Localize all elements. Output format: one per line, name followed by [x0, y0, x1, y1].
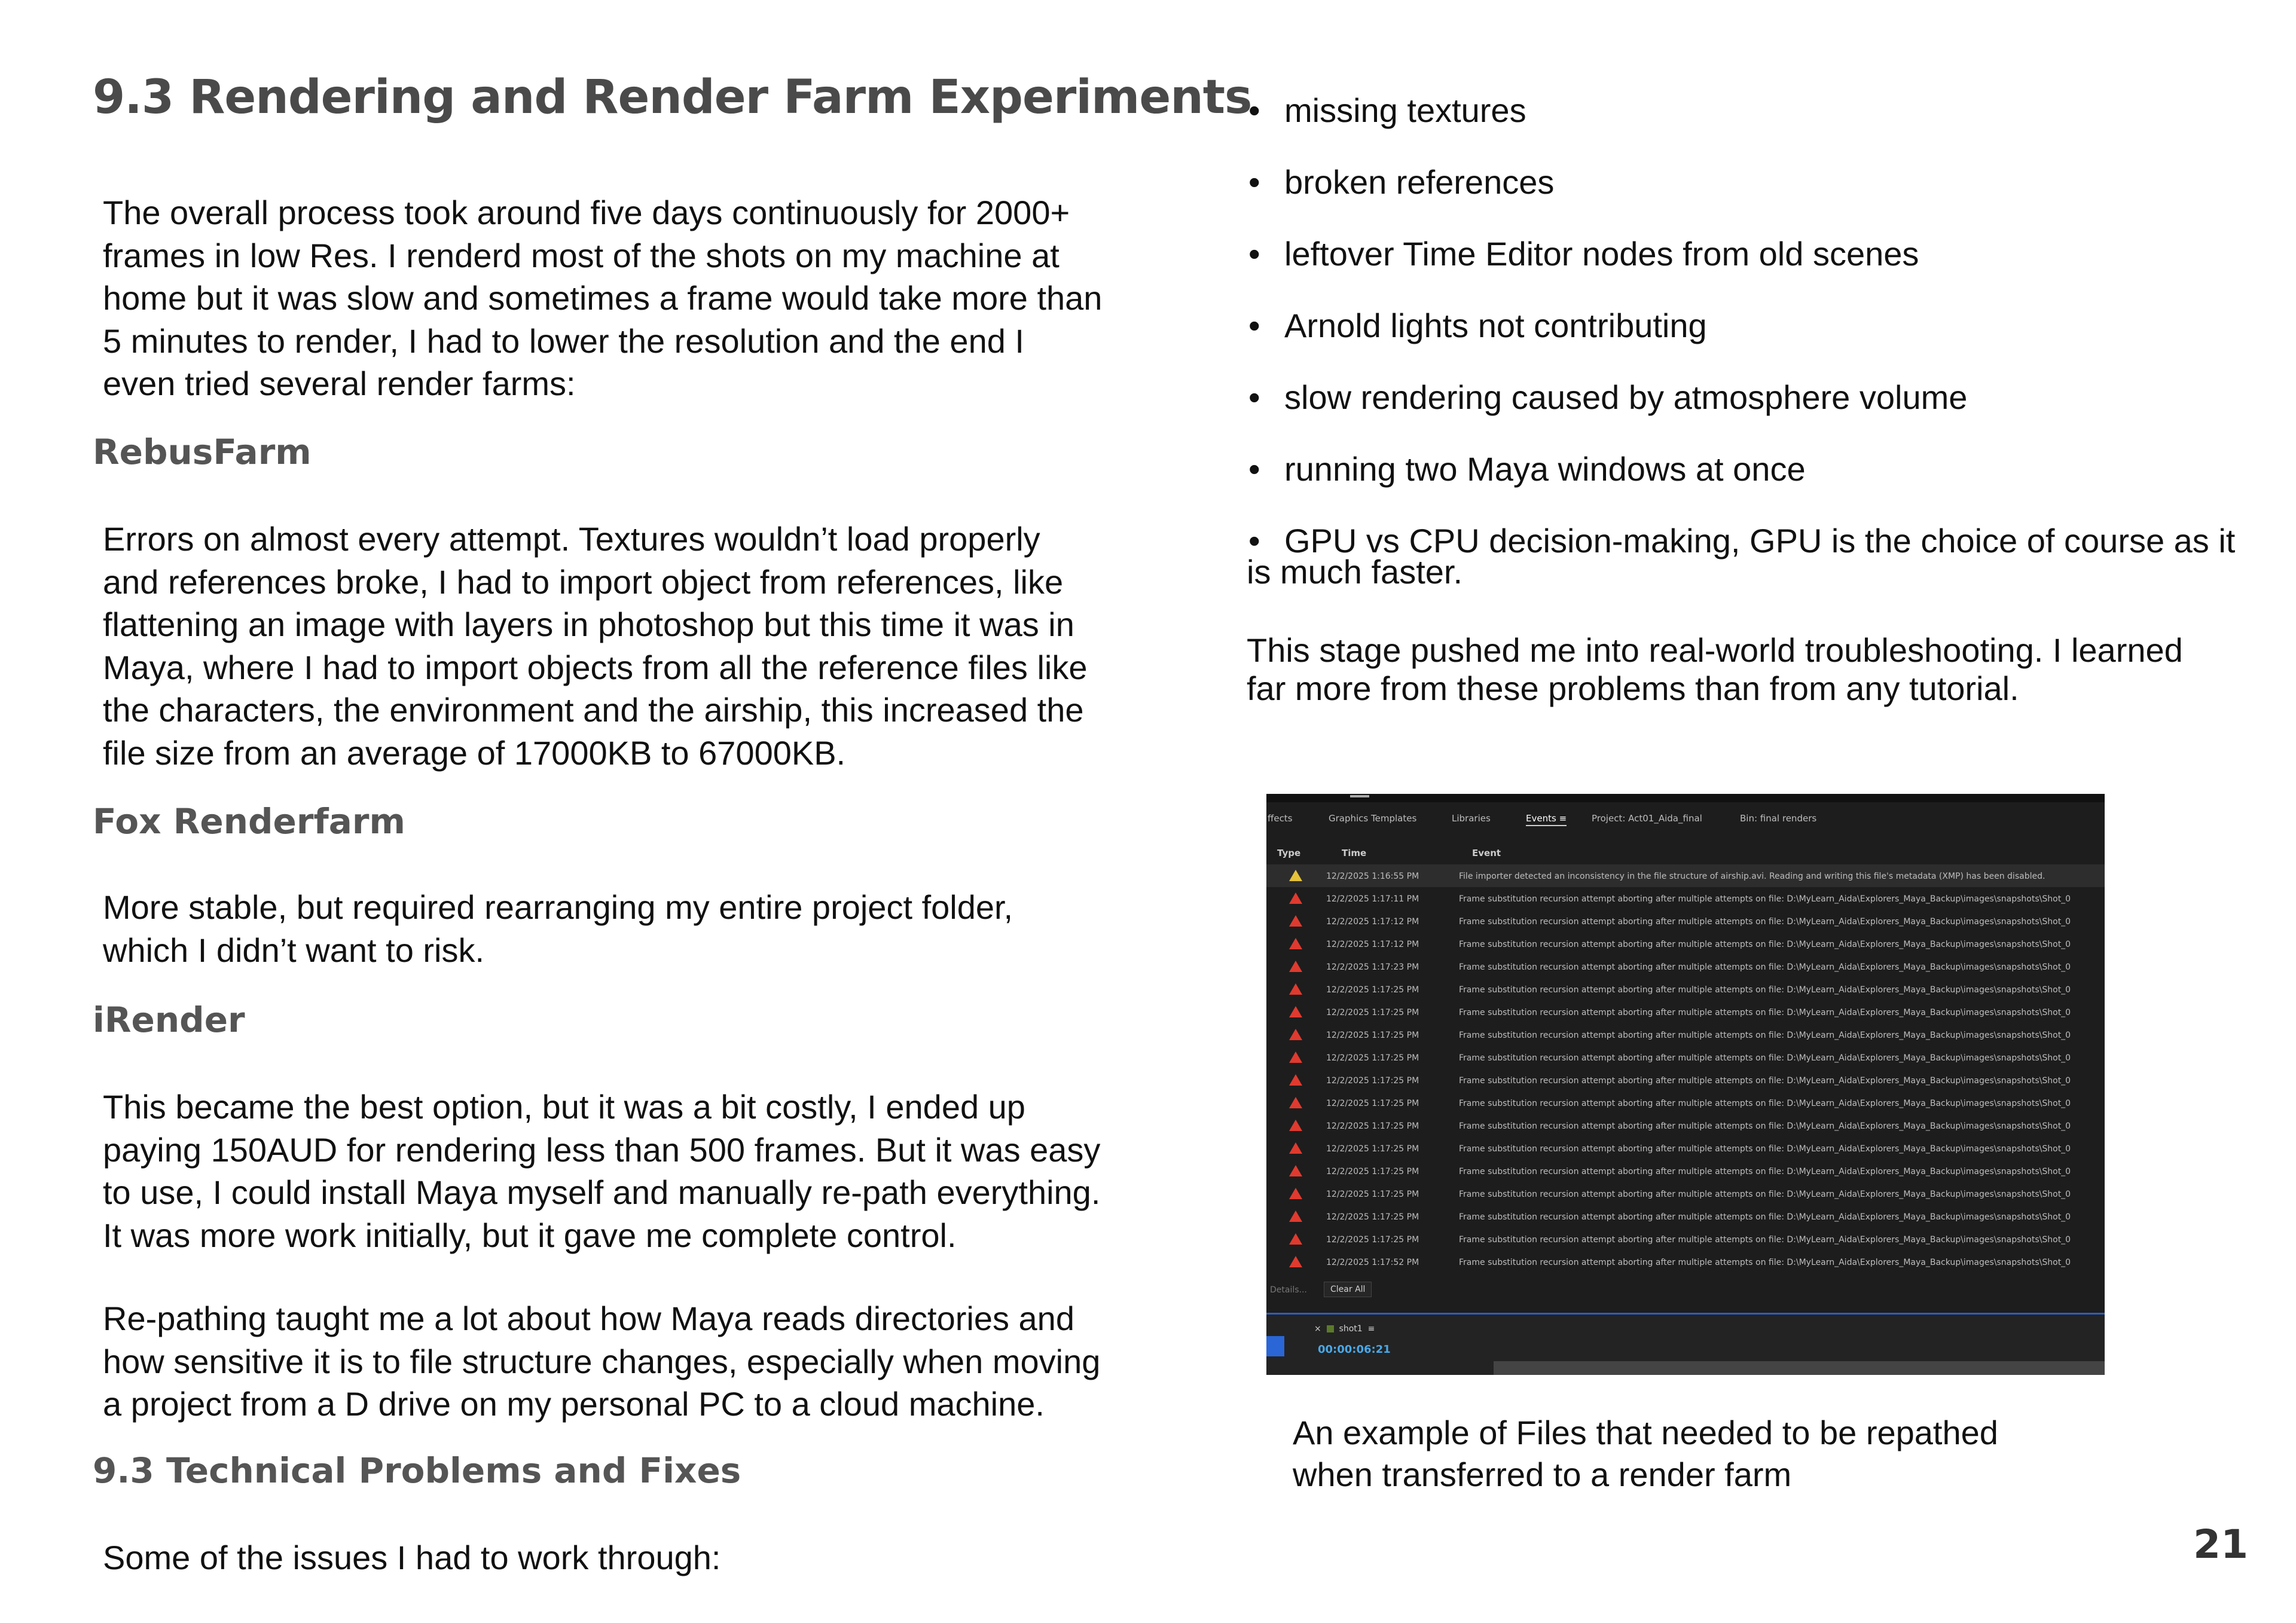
error-icon [1289, 1256, 1302, 1267]
error-icon [1289, 938, 1302, 949]
event-message: Frame substitution recursion attempt aborting after multiple attempts on file: D:\MyLearn_Aida\Explorers_Maya_Backup\images\snapshots\Shot_0 [1459, 1053, 2071, 1063]
event-time: 12/2/2025 1:17:25 PM [1326, 1121, 1419, 1131]
irender-paragraph [103, 1086, 1179, 1257]
event-row[interactable] [1266, 1182, 2105, 1205]
event-message: Frame substitution recursion attempt aborting after multiple attempts on file: D:\MyLearn_Aida\Explorers_Maya_Backup\images\snapshots\Shot_0 [1459, 985, 2071, 995]
intro-line: even tried several render farms: [103, 365, 576, 402]
warning-icon [1289, 870, 1302, 881]
bullet-dot-icon: • [1248, 91, 1260, 129]
conclusion-line: This stage pushed me into real-world troubleshooting. I learned [1247, 631, 2183, 669]
irender-line: This became the best option, but it was a bit costly, I ended up [103, 1088, 1025, 1126]
bullet-text: leftover Time Editor nodes from old scenes [1284, 235, 1919, 273]
event-row[interactable] [1266, 1205, 2105, 1228]
event-row[interactable] [1266, 1160, 2105, 1182]
event-row[interactable] [1266, 978, 2105, 1001]
event-message: Frame substitution recursion attempt aborting after multiple attempts on file: D:\MyLearn_Aida\Explorers_Maya_Backup\images\snapshots\Shot_0 [1459, 1031, 2071, 1040]
error-icon [1289, 1097, 1302, 1108]
tab-effects[interactable]: ffects [1268, 813, 1293, 824]
event-time: 12/2/2025 1:17:25 PM [1326, 1235, 1419, 1245]
caption-line: when transferred to a render farm [1293, 1456, 1792, 1493]
error-icon [1289, 1006, 1302, 1017]
repathing-line: Re-pathing taught me a lot about how Maya reads directories and [103, 1300, 1074, 1337]
event-message: Frame substitution recursion attempt aborting after multiple attempts on file: D:\MyLearn_Aida\Explorers_Maya_Backup\images\snapshots\Shot_0 [1459, 1008, 2071, 1017]
event-message: Frame substitution recursion attempt aborting after multiple attempts on file: D:\MyLearn_Aida\Explorers_Maya_Backup\images\snapshots\Shot_0 [1459, 917, 2071, 927]
rebusfarm-heading: RebusFarm [93, 432, 312, 472]
sequence-color-icon [1327, 1325, 1334, 1332]
event-message: Frame substitution recursion attempt aborting after multiple attempts on file: D:\MyLearn_Aida\Explorers_Maya_Backup\images\snapshots\Shot_0 [1459, 1144, 2071, 1154]
event-row[interactable] [1266, 1228, 2105, 1251]
event-row[interactable] [1266, 1251, 2105, 1273]
tab-graphics-templates[interactable]: Graphics Templates [1329, 813, 1417, 824]
clear-all-button[interactable]: Clear All [1324, 1282, 1372, 1297]
event-time: 12/2/2025 1:17:25 PM [1326, 1008, 1419, 1017]
screenshot-caption [1293, 1412, 1998, 1496]
bullet-item [1248, 234, 1919, 273]
timeline-track[interactable] [1494, 1361, 2105, 1375]
error-icon [1289, 1120, 1302, 1131]
column-header-event[interactable]: Event [1472, 848, 1501, 858]
error-icon [1289, 1165, 1302, 1176]
repathing-line: a project from a D drive on my personal PC to a cloud machine. [103, 1385, 1045, 1423]
error-icon [1289, 1142, 1302, 1154]
error-icon [1289, 1233, 1302, 1245]
event-row[interactable] [1266, 864, 2105, 887]
intro-line: The overall process took around five days continuously for 2000+ [103, 194, 1070, 231]
panel-handle-icon [1350, 795, 1369, 797]
error-icon [1289, 961, 1302, 972]
problems-intro [103, 1536, 1179, 1579]
bullet-text: Arnold lights not contributing [1284, 307, 1707, 344]
error-icon [1289, 915, 1302, 927]
error-icon [1289, 893, 1302, 904]
event-message: Frame substitution recursion attempt aborting after multiple attempts on file: D:\MyLearn_Aida\Explorers_Maya_Backup\images\snapshots\Shot_0 [1459, 1212, 2071, 1222]
tab-libraries[interactable]: Libraries [1452, 813, 1491, 824]
irender-heading: iRender [93, 1000, 245, 1040]
intro-line: 5 minutes to render, I had to lower the resolution and the end I [103, 322, 1024, 360]
bullet-dot-icon: • [1248, 163, 1260, 201]
event-message: Frame substitution recursion attempt aborting after multiple attempts on file: D:\MyLearn_Aida\Explorers_Maya_Backup\images\snapshots\Shot_0 [1459, 1167, 2071, 1176]
event-message: Frame substitution recursion attempt aborting after multiple attempts on file: D:\MyLearn_Aida\Explorers_Maya_Backup\images\snapshots\Shot_0 [1459, 940, 2071, 949]
rebusfarm-line: the characters, the environment and the airship, this increased the [103, 691, 1084, 729]
intro-paragraph [103, 191, 1179, 405]
event-row[interactable] [1266, 1046, 2105, 1069]
technical-problems-heading: 9.3 Technical Problems and Fixes [93, 1450, 741, 1491]
event-time: 12/2/2025 1:17:25 PM [1326, 1099, 1419, 1108]
event-message: Frame substitution recursion attempt aborting after multiple attempts on file: D:\MyLearn_Aida\Explorers_Maya_Backup\images\snapshots\Shot_0 [1459, 1076, 2071, 1086]
repathing-line: how sensitive it is to file structure changes, especially when moving [103, 1342, 1101, 1380]
intro-line: frames in low Res. I renderd most of the shots on my machine at [103, 236, 1060, 274]
event-time: 12/2/2025 1:17:52 PM [1326, 1258, 1419, 1267]
events-list [1266, 864, 2105, 1273]
event-row[interactable] [1266, 955, 2105, 978]
bullet-continuation [1247, 552, 1463, 591]
selection-tool-icon[interactable] [1266, 1336, 1284, 1356]
event-time: 12/2/2025 1:17:12 PM [1326, 940, 1419, 949]
timecode-display[interactable]: 00:00:06:21 [1318, 1343, 1391, 1356]
rebusfarm-line: and references broke, I had to import object from references, like [103, 563, 1064, 601]
bullet-text: broken references [1284, 163, 1555, 201]
bullet-dot-icon: • [1248, 522, 1260, 560]
tab-menu-icon[interactable]: ≡ [1559, 813, 1567, 824]
event-message: File importer detected an inconsistency in the file structure of airship.avi. Reading and writing this file's metadata (XMP) has been disabled. [1459, 872, 2045, 881]
bullet-dot-icon: • [1248, 378, 1260, 416]
error-icon [1289, 1029, 1302, 1040]
event-time: 12/2/2025 1:17:25 PM [1326, 1212, 1419, 1222]
sequence-tab[interactable] [1314, 1324, 1375, 1334]
bullet-text: GPU vs CPU decision-making, GPU is the choice of course as it [1284, 522, 2236, 560]
event-time: 12/2/2025 1:17:25 PM [1326, 1144, 1419, 1154]
panel-footer [1266, 1280, 2105, 1301]
repathing-paragraph [103, 1297, 1179, 1426]
bullet-item [1248, 450, 1806, 488]
details-button[interactable]: Details... [1270, 1285, 1307, 1295]
timeline-panel [1266, 1315, 2105, 1375]
bullet-item [1248, 163, 1554, 201]
event-row[interactable] [1266, 1137, 2105, 1160]
bullet-text: missing textures [1284, 91, 1526, 129]
caption-line: An example of Files that needed to be repathed [1293, 1414, 1998, 1451]
event-time: 12/2/2025 1:17:23 PM [1326, 962, 1419, 972]
error-icon [1289, 1052, 1302, 1063]
irender-line: paying 150AUD for rendering less than 500 frames. But it was easy [103, 1130, 1101, 1169]
events-panel-screenshot [1266, 794, 2105, 1375]
event-time: 12/2/2025 1:17:25 PM [1326, 1190, 1419, 1199]
event-row[interactable] [1266, 1092, 2105, 1114]
event-message: Frame substitution recursion attempt aborting after multiple attempts on file: D:\MyLearn_Aida\Explorers_Maya_Backup\images\snapshots\Shot_0 [1459, 1190, 2071, 1199]
error-icon [1289, 1211, 1302, 1222]
sequence-menu-icon[interactable]: ≡ [1367, 1324, 1375, 1334]
event-row[interactable] [1266, 933, 2105, 955]
irender-line: to use, I could install Maya myself and manually re-path everything. [103, 1173, 1101, 1211]
page-title: 9.3 Rendering and Render Farm Experiments [93, 71, 1252, 124]
tab-events[interactable] [1526, 813, 1567, 826]
event-message: Frame substitution recursion attempt aborting after multiple attempts on file: D:\MyLearn_Aida\Explorers_Maya_Backup\images\snapshots\Shot_0 [1459, 1099, 2071, 1108]
column-header-type[interactable]: Type [1277, 848, 1301, 858]
fox-line: which I didn’t want to risk. [103, 931, 485, 969]
event-message: Frame substitution recursion attempt aborting after multiple attempts on file: D:\MyLearn_Aida\Explorers_Maya_Backup\images\snapshots\Shot_0 [1459, 1235, 2071, 1245]
event-row[interactable] [1266, 1069, 2105, 1092]
sequence-close-icon[interactable]: × [1314, 1324, 1321, 1334]
bullet-item [1248, 91, 1526, 130]
panel-top-bar [1266, 794, 2105, 802]
event-time: 12/2/2025 1:17:25 PM [1326, 1053, 1419, 1063]
error-icon [1289, 1074, 1302, 1086]
rebusfarm-paragraph [103, 518, 1179, 774]
event-time: 12/2/2025 1:17:12 PM [1326, 917, 1419, 927]
rebusfarm-line: file size from an average of 17000KB to 67000KB. [103, 733, 846, 772]
bullet-continuation-line: is much faster. [1247, 553, 1463, 591]
event-row[interactable] [1266, 1114, 2105, 1137]
bullet-item [1248, 378, 1967, 417]
error-icon [1289, 983, 1302, 995]
tab-project[interactable]: Project: Act01_Aida_final [1592, 813, 1702, 824]
event-time: 12/2/2025 1:17:25 PM [1326, 985, 1419, 995]
tab-events-label: Events [1526, 813, 1556, 824]
bullet-dot-icon: • [1248, 307, 1260, 344]
tab-bin[interactable]: Bin: final renders [1740, 813, 1817, 824]
panel-tabs [1266, 808, 2105, 829]
event-message: Frame substitution recursion attempt aborting after multiple attempts on file: D:\MyLearn_Aida\Explorers_Maya_Backup\images\snapshots\Shot_0 [1459, 1121, 2071, 1131]
column-header-time[interactable]: Time [1342, 848, 1367, 858]
bullet-dot-icon: • [1248, 450, 1260, 488]
event-message: Frame substitution recursion attempt aborting after multiple attempts on file: D:\MyLearn_Aida\Explorers_Maya_Backup\images\snapshots\Shot_0 [1459, 962, 2071, 972]
event-time: 12/2/2025 1:17:25 PM [1326, 1167, 1419, 1176]
event-time: 12/2/2025 1:17:11 PM [1326, 894, 1419, 904]
bullet-text: slow rendering caused by atmosphere volume [1284, 378, 1968, 416]
rebusfarm-line: flattening an image with layers in photoshop but this time it was in [103, 606, 1074, 643]
event-row[interactable] [1266, 887, 2105, 910]
event-message: Frame substitution recursion attempt aborting after multiple attempts on file: D:\MyLearn_Aida\Explorers_Maya_Backup\images\snapshots\Shot_0 [1459, 894, 2071, 904]
error-icon [1289, 1188, 1302, 1199]
fox-line: More stable, but required rearranging my entire project folder, [103, 888, 1013, 926]
conclusion-line: far more from these problems than from any tutorial. [1247, 670, 2019, 707]
bullet-dot-icon: • [1248, 235, 1260, 273]
intro-line: home but it was slow and sometimes a frame would take more than [103, 279, 1103, 317]
irender-line: It was more work initially, but it gave me complete control. [103, 1216, 957, 1254]
conclusion-paragraph [1247, 631, 2183, 708]
event-message: Frame substitution recursion attempt aborting after multiple attempts on file: D:\MyLearn_Aida\Explorers_Maya_Backup\images\snapshots\Shot_0 [1459, 1258, 2071, 1267]
event-row[interactable] [1266, 1023, 2105, 1046]
fox-renderfarm-paragraph [103, 886, 1179, 971]
event-time: 12/2/2025 1:17:25 PM [1326, 1031, 1419, 1040]
problems-intro-line: Some of the issues I had to work through: [103, 1539, 721, 1576]
event-row[interactable] [1266, 910, 2105, 933]
bullet-item [1248, 306, 1707, 345]
bullet-text: running two Maya windows at once [1284, 450, 1806, 488]
page-number: 21 [2193, 1521, 2248, 1567]
event-row[interactable] [1266, 1001, 2105, 1023]
rebusfarm-line: Maya, where I had to import objects from all the reference files like [103, 648, 1088, 686]
event-time: 12/2/2025 1:16:55 PM [1326, 872, 1419, 881]
sequence-name: shot1 [1339, 1324, 1363, 1334]
event-time: 12/2/2025 1:17:25 PM [1326, 1076, 1419, 1086]
rebusfarm-line: Errors on almost every attempt. Textures wouldn’t load properly [103, 520, 1040, 558]
fox-renderfarm-heading: Fox Renderfarm [93, 801, 405, 842]
